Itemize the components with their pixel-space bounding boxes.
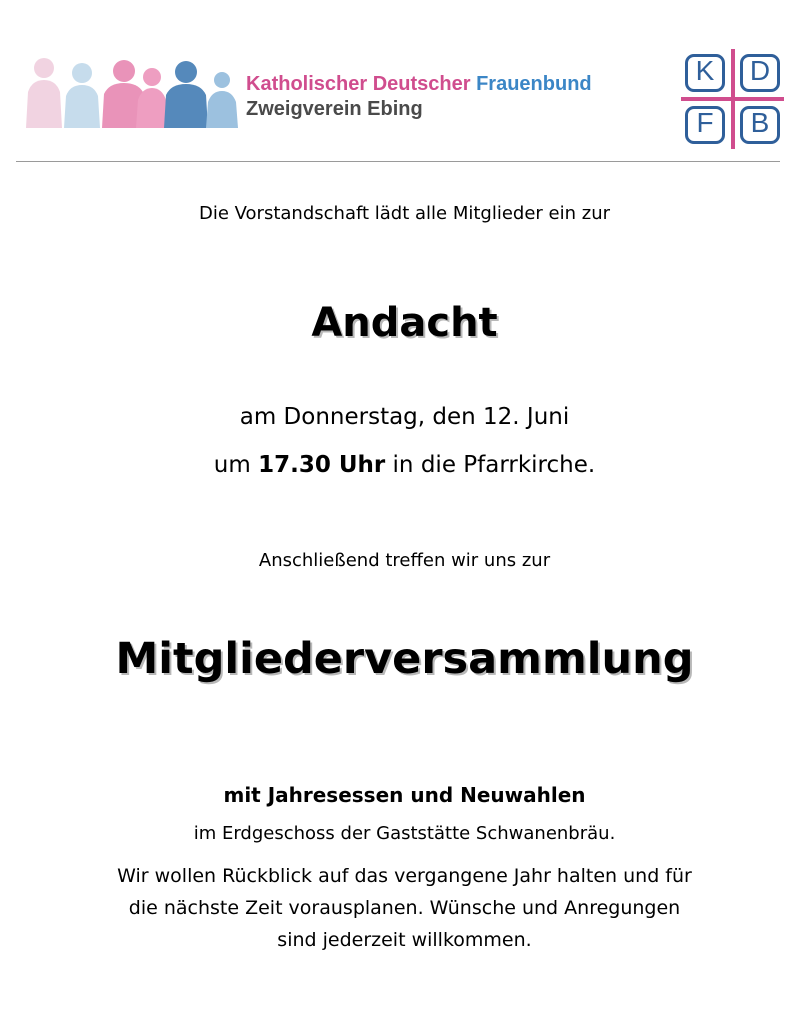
organization-name bbox=[246, 72, 592, 122]
kdfb-logo bbox=[681, 49, 784, 149]
org-name-part2: Frauenbund bbox=[476, 73, 592, 95]
time-prefix: um bbox=[213, 452, 259, 478]
intro-text: Die Vorstandschaft lädt alle Mitglieder ein zur bbox=[198, 203, 611, 224]
time-suffix: in die Pfarrkirche. bbox=[385, 452, 596, 478]
org-name-part1: Katholischer Deutscher bbox=[246, 73, 471, 95]
paragraph-line-3: sind jederzeit willkommen. bbox=[277, 929, 532, 951]
event-time bbox=[0, 452, 809, 478]
event-date: am Donnerstag, den 12. Juni bbox=[239, 404, 570, 430]
header-divider bbox=[16, 161, 780, 162]
people-silhouettes-logo bbox=[22, 50, 240, 130]
logo-letter-f: F bbox=[696, 107, 714, 138]
meeting-location: im Erdgeschoss der Gaststätte Schwanenbräu. bbox=[193, 823, 616, 844]
org-branch: Zweigverein Ebing bbox=[246, 98, 423, 120]
paragraph-line-2: die nächste Zeit vorausplanen. Wünsche und Anregungen bbox=[128, 897, 681, 919]
time-value: 17.30 Uhr bbox=[258, 452, 386, 478]
event-title-andacht: Andacht bbox=[311, 300, 498, 346]
logo-letter-d: D bbox=[749, 55, 771, 86]
logo-letter-k: K bbox=[695, 55, 715, 86]
logo-cross-horizontal bbox=[681, 97, 784, 101]
paragraph-line-1: Wir wollen Rückblick auf das vergangene Jahr halten und für bbox=[117, 865, 692, 887]
logo-letter-b: B bbox=[750, 107, 770, 138]
followup-text: Anschließend treffen wir uns zur bbox=[258, 550, 551, 571]
event-title-meeting: Mitgliederversammlung bbox=[115, 634, 694, 684]
meeting-subtitle: mit Jahresessen und Neuwahlen bbox=[223, 783, 586, 807]
